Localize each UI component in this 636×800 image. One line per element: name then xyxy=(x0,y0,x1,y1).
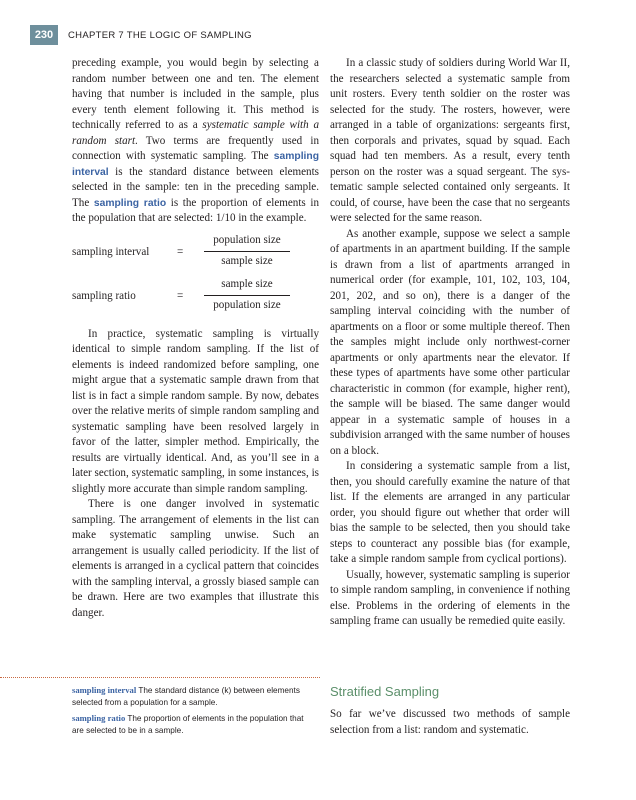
key-term-sampling-interval: sampling interval xyxy=(72,151,319,178)
equals-sign: = xyxy=(177,245,184,258)
formula-sampling-interval xyxy=(72,233,319,277)
paragraph: In a classic study of soldiers during World War II, the researchers selected a systematic sample from unit rosters. Every tenth soldier on the roster was selected for the study. The rosters, however, were arranged in a table of organizations: sergeants first, then corporals and privates, squad by squad. Each squad had ten members. As a result, every tenth person on the roster was a squad sergeant. The systematic sample selected contained only sergeants. It could, of course, have been the case that no sergeants were selected for the same reason. xyxy=(330,57,570,224)
glossary-entry xyxy=(72,712,316,737)
fraction xyxy=(204,277,290,314)
paragraph: So far we’ve discussed two methods of sample selection from a list: random and systematic. xyxy=(330,708,570,736)
equals-sign: = xyxy=(177,289,184,302)
left-column xyxy=(72,56,319,621)
key-term-sampling-ratio: sampling ratio xyxy=(93,197,167,209)
paragraph: Usually, however, systematic sampling is superior to simple random sampling, in convenience if nothing else. Problems in the ordering of elements in the sampling frame can usually be remedied quite easily. xyxy=(330,568,570,627)
glossary-divider xyxy=(0,677,320,678)
paragraph: There is one danger involved in systematic sampling. The arrangement of elements in the list can make systematic sampling unwise. Such an arrangement is usually called periodicity. If the list of elements is arranged in a cyclical pattern that coincides with the sampling interval, a grossly biased sample can be drawn. Here are two examples that illustrate this danger. xyxy=(72,498,319,619)
numerator: population size xyxy=(204,233,290,253)
paragraph: As another example, suppose we select a sample of apartments in an apartment building. If the sample is drawn from a list of apartments arranged in numerical order (for example, 101, 102, 103, 104, 201, 202, and so on), there is a danger of the sampling interval coinciding with the number of apartments on a floor or some multiple thereof. Then the samples might include only northwest-corner apartments or only apartments near the elevator. If these types of apartments have some other particular characteristic in common (for example, higher rent), the sample will be biased. The same danger would appear in a systematic sample of houses in a subdivision arranged with the same number of houses on a block. xyxy=(330,227,570,457)
formula-label: sampling ratio xyxy=(72,289,136,302)
paragraph: In considering a systematic sample from a list, then, you should carefully examine the nature of that list. If the elements are arranged in any particular order, you should figure out whether that order will bias the sample to be selected, then you should take steps to counteract any possible bias (for example, take a simple random sample from cyclical portions). xyxy=(330,460,570,565)
glossary-definition: The proportion of elements in the population that are selected to be in a sample. xyxy=(72,714,304,735)
section-body xyxy=(330,707,570,738)
denominator: population size xyxy=(213,299,281,311)
paragraph: In practice, systematic sampling is virtually identical to simple random sampling. If the list of elements is indeed randomized before sampling, one might argue that a systematic sample drawn from that list is in fact a simple random sample. By now, debates over the relative merits of simple random sampling and systematic sampling have been resolved largely in favor of the latter, simpler method. Empirically, the results are virtually identical. And, as you’ll see in a later section, systematic sampling, in some instances, is slightly more accurate than simple random sampling. xyxy=(72,327,319,495)
glossary-term: sampling ratio xyxy=(72,713,126,723)
page-number: 230 xyxy=(30,25,58,45)
glossary-entry xyxy=(72,684,316,709)
italic-term: systematic sample with a random start xyxy=(72,119,319,147)
right-column xyxy=(330,56,570,630)
formula-sampling-ratio xyxy=(72,277,319,321)
running-header xyxy=(30,25,252,45)
numerator: sample size xyxy=(204,277,290,297)
fraction xyxy=(204,233,290,270)
formula-label: sampling interval xyxy=(72,245,150,258)
denominator: sample size xyxy=(221,255,273,267)
chapter-title: CHAPTER 7 THE LOGIC OF SAMPLING xyxy=(68,29,252,41)
section-heading: Stratified Sampling xyxy=(330,684,440,699)
glossary-term: sampling interval xyxy=(72,685,137,695)
glossary-definition: The standard distance (k) between elements selected from a population for a sample. xyxy=(72,686,300,707)
paragraph: preceding example, you would begin by selecting a random number between one and ten. The element having that number is included in the sample, plus every tenth element following it. This method is technically referred to as a systematic sample with a random start. Two terms are frequently used in connection with systematic sampling. The sampling interval is the standard distance between elements selected in the sample: ten in the preceding sample. The sampling ratio is the proportion of elements in the population that are selected: 1/10 in the example. xyxy=(72,57,319,224)
